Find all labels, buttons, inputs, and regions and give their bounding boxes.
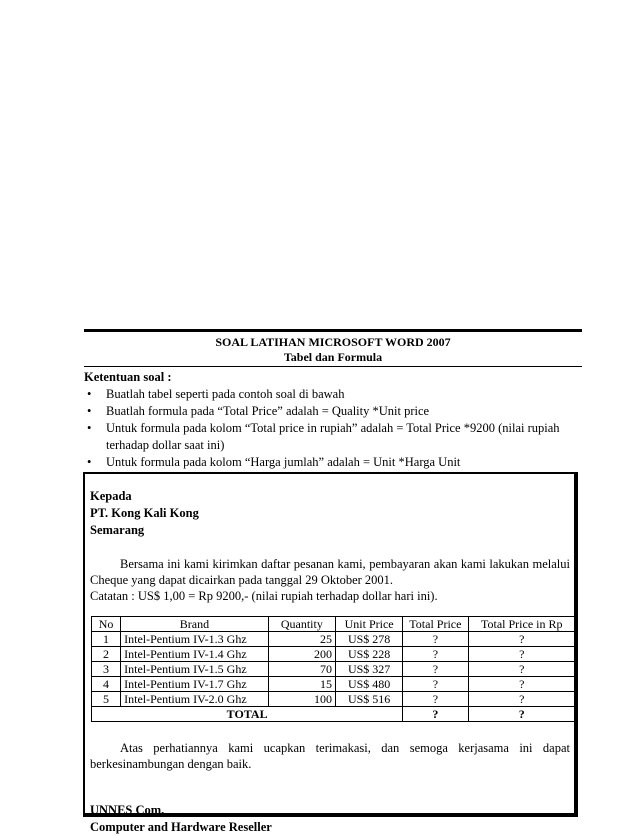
cell-no: 5 (92, 692, 121, 707)
cell-no: 3 (92, 662, 121, 677)
cell-no: 2 (92, 647, 121, 662)
rule-item (84, 454, 582, 471)
cell-total-price: ? (403, 692, 468, 707)
table-header-row (92, 617, 576, 632)
total-label: TOTAL (92, 707, 403, 722)
bullet-icon: • (87, 421, 92, 435)
cell-unit-price: US$ 228 (335, 647, 402, 662)
cell-total-price: ? (403, 632, 468, 647)
cell-unit-price: US$ 278 (335, 632, 402, 647)
cell-brand: Intel-Pentium IV-1.3 Ghz (121, 632, 269, 647)
column-header: Total Price (403, 617, 468, 632)
recipient-label: Kepada (90, 489, 132, 503)
column-header: Unit Price (335, 617, 402, 632)
cell-quantity: 15 (268, 677, 335, 692)
letter-content (90, 488, 570, 836)
rule-text: Buatlah tabel seperti pada contoh soal di bawah (106, 387, 345, 401)
cell-total-rp: ? (468, 632, 575, 647)
letter-intro: Bersama ini kami kirimkan daftar pesanan kami, pembayaran akan kami lakukan melalui Cheque yang dapat dicairkan pada tanggal 29 Oktober 2001. (90, 557, 570, 587)
cell-no: 4 (92, 677, 121, 692)
cell-total-price: ? (403, 677, 468, 692)
cell-quantity: 100 (268, 692, 335, 707)
cell-total-rp: ? (468, 662, 575, 677)
letter-note: Catatan : US$ 1,00 = Rp 9200,- (nilai rupiah terhadap dollar hari ini). (90, 589, 438, 603)
rule-item (84, 403, 582, 420)
document-subtitle: Tabel dan Formula (283, 350, 383, 364)
cell-quantity: 200 (268, 647, 335, 662)
column-header: Quantity (268, 617, 335, 632)
sender-description: Computer and Hardware Reseller (90, 820, 272, 834)
bullet-icon: • (87, 387, 92, 401)
document-title: SOAL LATIHAN MICROSOFT WORD 2007 (215, 335, 451, 349)
rule-item (84, 420, 582, 454)
bullet-icon: • (87, 455, 92, 469)
total-price-cell: ? (403, 707, 468, 722)
cell-brand: Intel-Pentium IV-1.4 Ghz (121, 647, 269, 662)
order-table (91, 616, 576, 722)
table-row (92, 632, 576, 647)
rule-text: Untuk formula pada kolom “Total price in rupiah” adalah = Total Price *9200 (nilai rupiah terhadap dollar saat ini) (106, 421, 560, 452)
cell-total-rp: ? (468, 677, 575, 692)
document-header (84, 329, 582, 367)
table-total-row (92, 707, 576, 722)
column-header: Brand (121, 617, 269, 632)
rules-list (84, 386, 582, 471)
total-rp-cell: ? (468, 707, 575, 722)
rule-text: Untuk formula pada kolom “Harga jumlah” adalah = Unit *Harga Unit (106, 455, 461, 469)
cell-total-rp: ? (468, 692, 575, 707)
bullet-icon: • (87, 404, 92, 418)
letter-box (83, 472, 578, 834)
cell-quantity: 70 (268, 662, 335, 677)
column-header: Total Price in Rp (468, 617, 575, 632)
cell-brand: Intel-Pentium IV-1.7 Ghz (121, 677, 269, 692)
table-row (92, 692, 576, 707)
cell-brand: Intel-Pentium IV-1.5 Ghz (121, 662, 269, 677)
rule-item (84, 386, 582, 403)
recipient-city: Semarang (90, 523, 145, 537)
rules-heading: Ketentuan soal : (84, 370, 172, 384)
table-row (92, 677, 576, 692)
sender-name: UNNES Com. (90, 803, 165, 817)
letter-closing: Atas perhatiannya kami ucapkan terimakasi, dan semoga kerjasama ini dapat berkesinambungan dengan baik. (90, 741, 570, 771)
cell-unit-price: US$ 327 (335, 662, 402, 677)
table-row (92, 662, 576, 677)
rule-text: Buatlah formula pada “Total Price” adalah = Quality *Unit price (106, 404, 430, 418)
cell-brand: Intel-Pentium IV-2.0 Ghz (121, 692, 269, 707)
cell-total-price: ? (403, 647, 468, 662)
recipient-company: PT. Kong Kali Kong (90, 506, 199, 520)
cell-total-price: ? (403, 662, 468, 677)
cell-quantity: 25 (268, 632, 335, 647)
cell-no: 1 (92, 632, 121, 647)
cell-unit-price: US$ 480 (335, 677, 402, 692)
column-header: No (92, 617, 121, 632)
table-row (92, 647, 576, 662)
rules-section (84, 369, 582, 471)
cell-total-rp: ? (468, 647, 575, 662)
cell-unit-price: US$ 516 (335, 692, 402, 707)
